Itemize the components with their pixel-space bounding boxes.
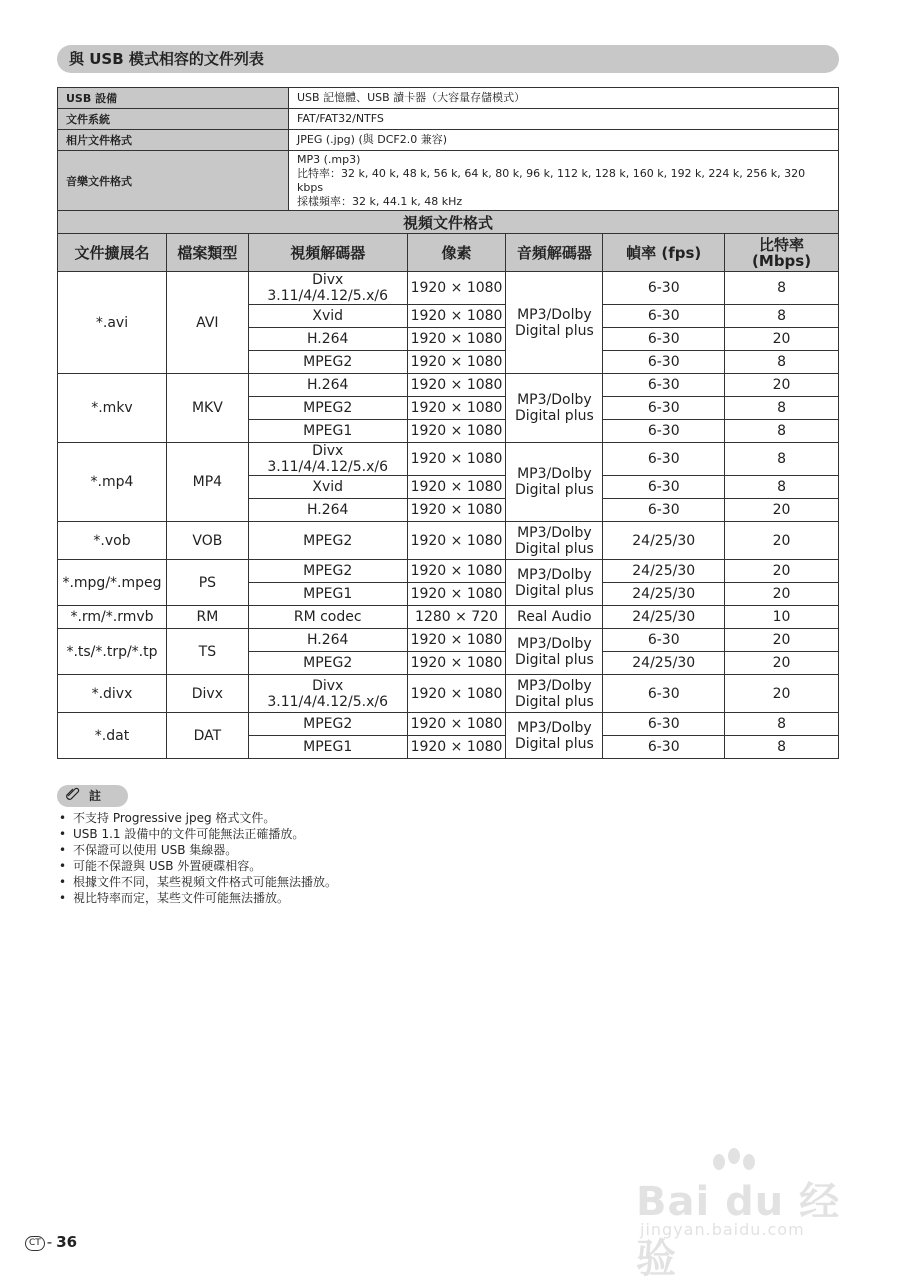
cell-file-type: TS — [166, 629, 248, 675]
cell-resolution: 1920 × 1080 — [407, 499, 506, 522]
note-label: 註 — [89, 789, 102, 803]
watermark-brand: Bai du 经验 — [636, 1179, 841, 1282]
spec-value-line: 採樣頻率：32 k, 44.1 k, 48 kHz — [297, 195, 463, 208]
spec-row — [58, 151, 839, 212]
cell-audio-codec: MP3/Dolby Digital plus — [506, 374, 603, 443]
cell-extension: *.avi — [58, 272, 167, 374]
cell-video-codec: Xvid — [248, 305, 407, 328]
cell-file-type: MKV — [166, 374, 248, 443]
cell-extension: *.rm/*.rmvb — [58, 606, 167, 629]
cell-video-codec: Divx 3.11/4/4.12/5.x/6 — [248, 443, 407, 476]
cell-video-codec: Divx 3.11/4/4.12/5.x/6 — [248, 675, 407, 713]
cell-file-type: DAT — [166, 713, 248, 759]
cell-frame-rate: 6-30 — [603, 397, 725, 420]
note-item: • 可能不保證與 USB 外置硬碟相容。 — [57, 858, 337, 874]
cell-bitrate: 8 — [725, 443, 839, 476]
cell-bitrate: 20 — [725, 652, 839, 675]
cell-video-codec: MPEG2 — [248, 351, 407, 374]
page-number: 36 — [56, 1233, 78, 1251]
cell-audio-codec: MP3/Dolby Digital plus — [506, 560, 603, 606]
spec-value-line: 比特率：32 k, 40 k, 48 k, 56 k, 64 k, 80 k, 96 k, 112 k, 128 k, 160 k, 192 k, 224 k, 256 k, 320 kbps — [297, 167, 806, 194]
baidu-watermark — [634, 1148, 844, 1282]
cell-frame-rate: 24/25/30 — [603, 652, 725, 675]
cell-resolution: 1920 × 1080 — [407, 374, 506, 397]
cell-audio-codec: MP3/Dolby Digital plus — [506, 522, 603, 560]
cell-video-codec: H.264 — [248, 374, 407, 397]
spec-value: JPEG (.jpg) (與 DCF2.0 兼容) — [289, 130, 839, 151]
cell-resolution: 1920 × 1080 — [407, 397, 506, 420]
cell-bitrate: 20 — [725, 560, 839, 583]
cell-bitrate: 10 — [725, 606, 839, 629]
cell-video-codec: H.264 — [248, 328, 407, 351]
col-header: 幀率 (fps) — [603, 234, 725, 272]
spec-key: 文件系統 — [58, 109, 289, 130]
cell-resolution: 1920 × 1080 — [407, 736, 506, 759]
table-row — [58, 522, 839, 560]
col-header: 檔案類型 — [166, 234, 248, 272]
cell-audio-codec: MP3/Dolby Digital plus — [506, 713, 603, 759]
cell-audio-codec: MP3/Dolby Digital plus — [506, 675, 603, 713]
cell-video-codec: MPEG1 — [248, 736, 407, 759]
cell-resolution: 1920 × 1080 — [407, 272, 506, 305]
spec-value: FAT/FAT32/NTFS — [289, 109, 839, 130]
spec-key: 相片文件格式 — [58, 130, 289, 151]
cell-resolution: 1920 × 1080 — [407, 583, 506, 606]
cell-audio-codec: MP3/Dolby Digital plus — [506, 443, 603, 522]
note-item: • 不保證可以使用 USB 集線器。 — [57, 842, 337, 858]
table-caption: 視頻文件格式 — [58, 211, 839, 234]
note-item: • 視比特率而定，某些文件可能無法播放。 — [57, 890, 337, 906]
cell-extension: *.vob — [58, 522, 167, 560]
cell-video-codec: RM codec — [248, 606, 407, 629]
paperclip-icon — [65, 786, 81, 808]
cell-video-codec: MPEG1 — [248, 583, 407, 606]
spec-row — [58, 130, 839, 151]
cell-frame-rate: 24/25/30 — [603, 606, 725, 629]
cell-frame-rate: 6-30 — [603, 420, 725, 443]
cell-extension: *.ts/*.trp/*.tp — [58, 629, 167, 675]
cell-frame-rate: 6-30 — [603, 476, 725, 499]
cell-bitrate: 20 — [725, 499, 839, 522]
cell-resolution: 1920 × 1080 — [407, 420, 506, 443]
cell-audio-codec: MP3/Dolby Digital plus — [506, 272, 603, 374]
cell-extension: *.mpg/*.mpeg — [58, 560, 167, 606]
cell-frame-rate: 6-30 — [603, 736, 725, 759]
cell-bitrate: 8 — [725, 420, 839, 443]
cell-frame-rate: 6-30 — [603, 629, 725, 652]
table-row — [58, 560, 839, 583]
cell-frame-rate: 6-30 — [603, 713, 725, 736]
table-caption-row — [58, 211, 839, 234]
cell-file-type: PS — [166, 560, 248, 606]
note-item: • USB 1.1 設備中的文件可能無法正確播放。 — [57, 826, 337, 842]
spec-row — [58, 109, 839, 130]
cell-file-type: Divx — [166, 675, 248, 713]
spec-key: 音樂文件格式 — [58, 151, 289, 212]
cell-extension: *.mp4 — [58, 443, 167, 522]
table-row — [58, 675, 839, 713]
spec-row — [58, 88, 839, 109]
cell-frame-rate: 24/25/30 — [603, 560, 725, 583]
cell-video-codec: MPEG2 — [248, 522, 407, 560]
cell-bitrate: 20 — [725, 328, 839, 351]
cell-frame-rate: 6-30 — [603, 675, 725, 713]
note-badge — [57, 785, 128, 807]
table-row — [58, 443, 839, 476]
cell-frame-rate: 6-30 — [603, 305, 725, 328]
table-row — [58, 629, 839, 652]
table-row — [58, 713, 839, 736]
cell-resolution: 1920 × 1080 — [407, 443, 506, 476]
cell-bitrate: 8 — [725, 305, 839, 328]
cell-bitrate: 20 — [725, 522, 839, 560]
cell-video-codec: MPEG2 — [248, 713, 407, 736]
cell-file-type: VOB — [166, 522, 248, 560]
cell-video-codec: MPEG2 — [248, 652, 407, 675]
cell-frame-rate: 6-30 — [603, 272, 725, 305]
cell-video-codec: Divx 3.11/4/4.12/5.x/6 — [248, 272, 407, 305]
col-header: 比特率 (Mbps) — [725, 234, 839, 272]
cell-bitrate: 8 — [725, 736, 839, 759]
footer-dash: - — [46, 1233, 53, 1251]
cell-audio-codec: Real Audio — [506, 606, 603, 629]
spec-value — [289, 151, 839, 212]
notes-list — [57, 810, 337, 906]
spec-value: USB 記憶體、USB 讀卡器（大容量存儲模式） — [289, 88, 839, 109]
cell-bitrate: 8 — [725, 476, 839, 499]
cell-video-codec: MPEG2 — [248, 560, 407, 583]
cell-resolution: 1920 × 1080 — [407, 328, 506, 351]
cell-audio-codec: MP3/Dolby Digital plus — [506, 629, 603, 675]
cell-resolution: 1920 × 1080 — [407, 560, 506, 583]
col-header: 視頻解碼器 — [248, 234, 407, 272]
cell-resolution: 1920 × 1080 — [407, 305, 506, 328]
cell-resolution: 1920 × 1080 — [407, 629, 506, 652]
cell-bitrate: 8 — [725, 351, 839, 374]
table-header-row — [58, 234, 839, 272]
cell-frame-rate: 6-30 — [603, 374, 725, 397]
cell-resolution: 1920 × 1080 — [407, 713, 506, 736]
watermark-url: jingyan.baidu.com — [640, 1220, 805, 1239]
table-row — [58, 272, 839, 305]
cell-video-codec: MPEG2 — [248, 397, 407, 420]
table-row — [58, 374, 839, 397]
spec-key: USB 設備 — [58, 88, 289, 109]
section-title: 與 USB 模式相容的文件列表 — [57, 45, 839, 73]
cell-bitrate: 20 — [725, 629, 839, 652]
cell-extension: *.mkv — [58, 374, 167, 443]
col-header: 文件擴展名 — [58, 234, 167, 272]
cell-bitrate: 20 — [725, 675, 839, 713]
col-header: 像素 — [407, 234, 506, 272]
cell-file-type: AVI — [166, 272, 248, 374]
cell-frame-rate: 24/25/30 — [603, 583, 725, 606]
cell-extension: *.dat — [58, 713, 167, 759]
table-row — [58, 606, 839, 629]
cell-extension: *.divx — [58, 675, 167, 713]
cell-bitrate: 8 — [725, 272, 839, 305]
note-item: • 不支持 Progressive jpeg 格式文件。 — [57, 810, 337, 826]
cell-video-codec: H.264 — [248, 499, 407, 522]
cell-bitrate: 20 — [725, 583, 839, 606]
cell-frame-rate: 6-30 — [603, 351, 725, 374]
cell-frame-rate: 6-30 — [603, 328, 725, 351]
cell-frame-rate: 6-30 — [603, 499, 725, 522]
cell-file-type: RM — [166, 606, 248, 629]
cell-resolution: 1920 × 1080 — [407, 476, 506, 499]
cell-video-codec: Xvid — [248, 476, 407, 499]
cell-video-codec: H.264 — [248, 629, 407, 652]
cell-file-type: MP4 — [166, 443, 248, 522]
cell-bitrate: 8 — [725, 713, 839, 736]
cell-resolution: 1920 × 1080 — [407, 675, 506, 713]
spec-value-line: MP3 (.mp3) — [297, 153, 361, 166]
video-format-table — [57, 210, 839, 759]
cell-frame-rate: 24/25/30 — [603, 522, 725, 560]
col-header: 音頻解碼器 — [506, 234, 603, 272]
cell-resolution: 1920 × 1080 — [407, 351, 506, 374]
cell-video-codec: MPEG1 — [248, 420, 407, 443]
cell-bitrate: 8 — [725, 397, 839, 420]
cell-frame-rate: 6-30 — [603, 443, 725, 476]
usb-spec-table — [57, 87, 839, 212]
cell-resolution: 1280 × 720 — [407, 606, 506, 629]
cell-resolution: 1920 × 1080 — [407, 522, 506, 560]
cell-resolution: 1920 × 1080 — [407, 652, 506, 675]
note-item: • 根據文件不同，某些視頻文件格式可能無法播放。 — [57, 874, 337, 890]
language-badge: CT — [25, 1236, 45, 1251]
page-footer — [25, 1233, 77, 1251]
cell-bitrate: 20 — [725, 374, 839, 397]
